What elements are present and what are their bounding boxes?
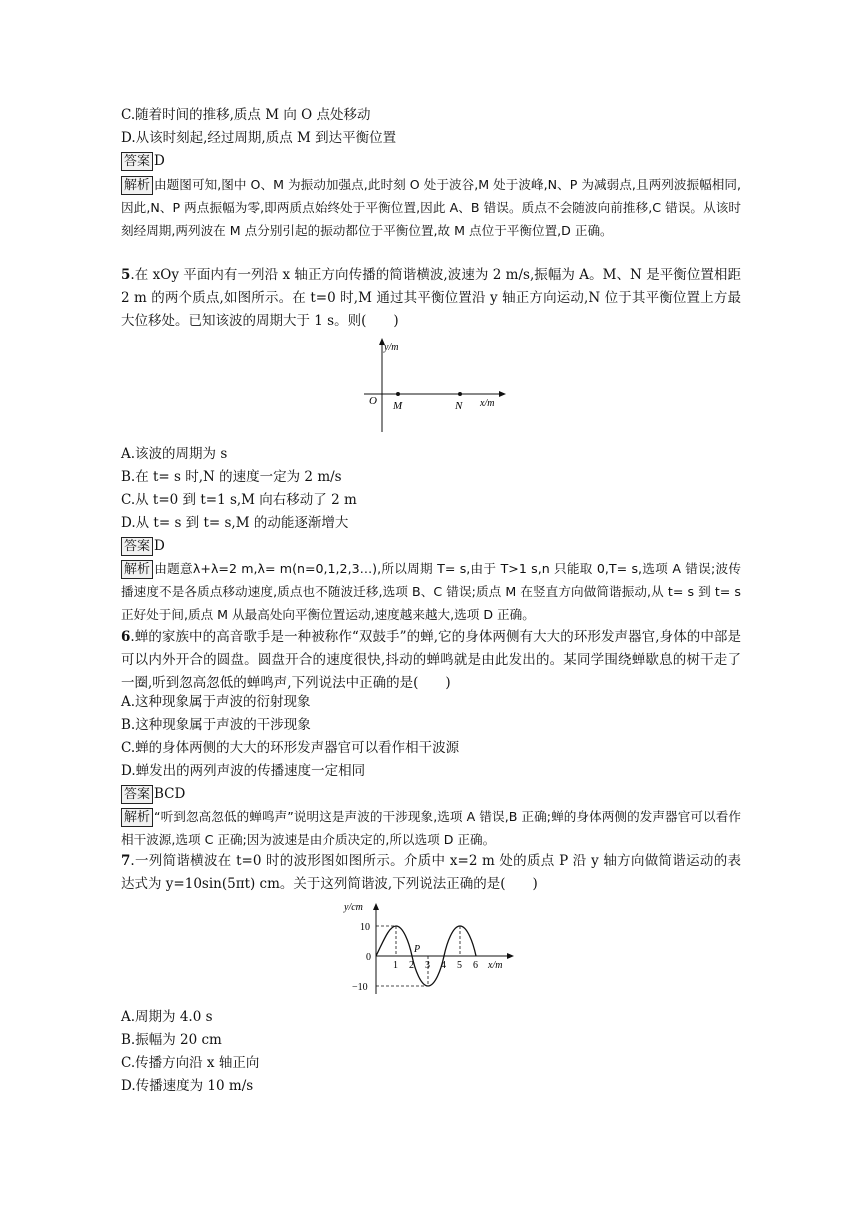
q5-stem	[121, 264, 741, 333]
y-tick-0: 0	[366, 952, 371, 963]
y-axis-label: y/m	[384, 342, 399, 353]
question-text: .一列简谐横波在 t=0 时的波形图如图所示。介质中 x=2 m 处的质点 P 沿 y 轴方向做简谐运动的表达式为 y=10sin(5πt) cm。关于这列简谐波,下列说法正确的是( )	[121, 853, 741, 892]
q4-explanation	[121, 173, 741, 242]
x-axis-label: x/m	[480, 398, 495, 409]
x-tick-5: 5	[457, 960, 462, 971]
y-tick-neg10: −10	[352, 982, 368, 993]
q5-explanation	[121, 557, 741, 626]
q4-option-d: D.从该时刻起,经过周期,质点 M 到达平衡位置	[121, 130, 397, 146]
q7-option-c: C.传播方向沿 x 轴正向	[121, 1055, 260, 1071]
explanation-text: “听到忽高忽低的蝉鸣声”说明这是声波的干涉现象,选项 A 错误,B 正确;蝉的身体两侧的发声器官可以看作相干波源,选项 C 正确;因为波速是由介质决定的,所以选项 D 正确。	[121, 809, 741, 847]
figure-sine-wave	[340, 898, 520, 998]
x-tick-6: 6	[473, 960, 478, 971]
answer-value: D	[154, 153, 165, 169]
q5-option-c: C.从 t=0 到 t=1 s,M 向右移动了 2 m	[121, 492, 357, 508]
answer-value: D	[154, 538, 165, 554]
origin-label: O	[369, 395, 377, 407]
figure-wave-axes-mn	[360, 336, 510, 436]
explanation-tag: 解析	[121, 560, 153, 579]
answer-tag: 答案	[121, 152, 153, 171]
question-text: .蝉的家族中的高音歌手是一种被称作“双鼓手”的蝉,它的身体两侧有大大的环形发声器官,身体的中部是可以内外开合的圆盘。圆盘开合的速度很快,抖动的蝉鸣就是由此发出的。某同学围绕蝉歇息的树干走了一圈,听到忽高忽低的蝉鸣声,下列说法中正确的是( )	[121, 629, 741, 691]
q6-option-c: C.蝉的身体两侧的大大的环形发声器官可以看作相干波源	[121, 740, 460, 756]
q5-option-d: D.从 t= s 到 t= s,M 的动能逐渐增大	[121, 515, 349, 531]
q7-option-d: D.传播速度为 10 m/s	[121, 1078, 254, 1094]
q4-option-c: C.随着时间的推移,质点 M 向 O 点处移动	[121, 107, 371, 123]
q6-option-a: A.这种现象属于声波的衍射现象	[121, 694, 311, 710]
y-tick-10: 10	[360, 922, 370, 933]
point-m-label: M	[393, 400, 403, 412]
q5-answer	[121, 537, 741, 556]
question-number: 6	[121, 629, 131, 645]
x-axis-label: x/m	[488, 960, 503, 971]
q6-option-d: D.蝉发出的两列声波的传播速度一定相同	[121, 763, 366, 779]
point-p-label: P	[414, 944, 421, 955]
answer-tag: 答案	[121, 537, 153, 556]
point-n-label: N	[455, 400, 463, 412]
q7-option-a: A.周期为 4.0 s	[121, 1009, 213, 1025]
explanation-tag: 解析	[121, 808, 153, 827]
x-tick-4: 4	[441, 960, 446, 971]
answer-value: BCD	[154, 786, 186, 802]
q7-option-b: B.振幅为 20 cm	[121, 1032, 222, 1048]
explanation-text: 由题意λ+λ=2 m,λ= m(n=0,1,2,3…),所以周期 T= s,由于 T>1 s,n 只能取 0,T= s,选项 A 错误;波传播速度不是各质点移动速度,质点也不随波迁移,选项 B、C 错误;质点 M 在竖直方向做简谐振动,从 t= s 到 t= s 正好处于间,质点 M 从最高处向平衡位置运动,速度越来越大,选项 D 正确。	[121, 561, 741, 622]
q6-option-b: B.这种现象属于声波的干涉现象	[121, 717, 311, 733]
x-tick-3: 3	[425, 960, 430, 971]
q5-option-b: B.在 t= s 时,N 的速度一定为 2 m/s	[121, 469, 342, 485]
q6-stem	[121, 626, 741, 695]
y-axis-label: y/cm	[344, 902, 363, 913]
question-number: 7	[121, 853, 131, 869]
q6-explanation	[121, 805, 741, 851]
x-tick-2: 2	[409, 960, 414, 971]
q5-option-a: A.该波的周期为 s	[121, 446, 228, 462]
q7-stem	[121, 850, 741, 896]
question-number: 5	[121, 267, 131, 283]
question-text: .在 xOy 平面内有一列沿 x 轴正方向传播的简谐横波,波速为 2 m/s,振幅为 A。M、N 是平衡位置相距 2 m 的两个质点,如图所示。在 t=0 时,M 通过其平衡位置沿 y 轴正方向运动,N 位于其平衡位置上方最大位移处。已知该波的周期大于 1 s。则( )	[121, 267, 741, 329]
q6-answer	[121, 785, 741, 804]
explanation-tag: 解析	[121, 176, 153, 195]
q4-answer	[121, 152, 741, 171]
answer-tag: 答案	[121, 785, 153, 804]
x-tick-1: 1	[393, 960, 398, 971]
explanation-text: 由题图可知,图中 O、M 为振动加强点,此时刻 O 处于波谷,M 处于波峰,N、P 为减弱点,且两列波振幅相同,因此,N、P 两点振幅为零,即两质点始终处于平衡位置,因此 A、B 错误。质点不会随波向前推移,C 错误。从该时刻经周期,两列波在 M 点分别引起的振动都位于平衡位置,故 M 点位于平衡位置,D 正确。	[121, 177, 741, 238]
